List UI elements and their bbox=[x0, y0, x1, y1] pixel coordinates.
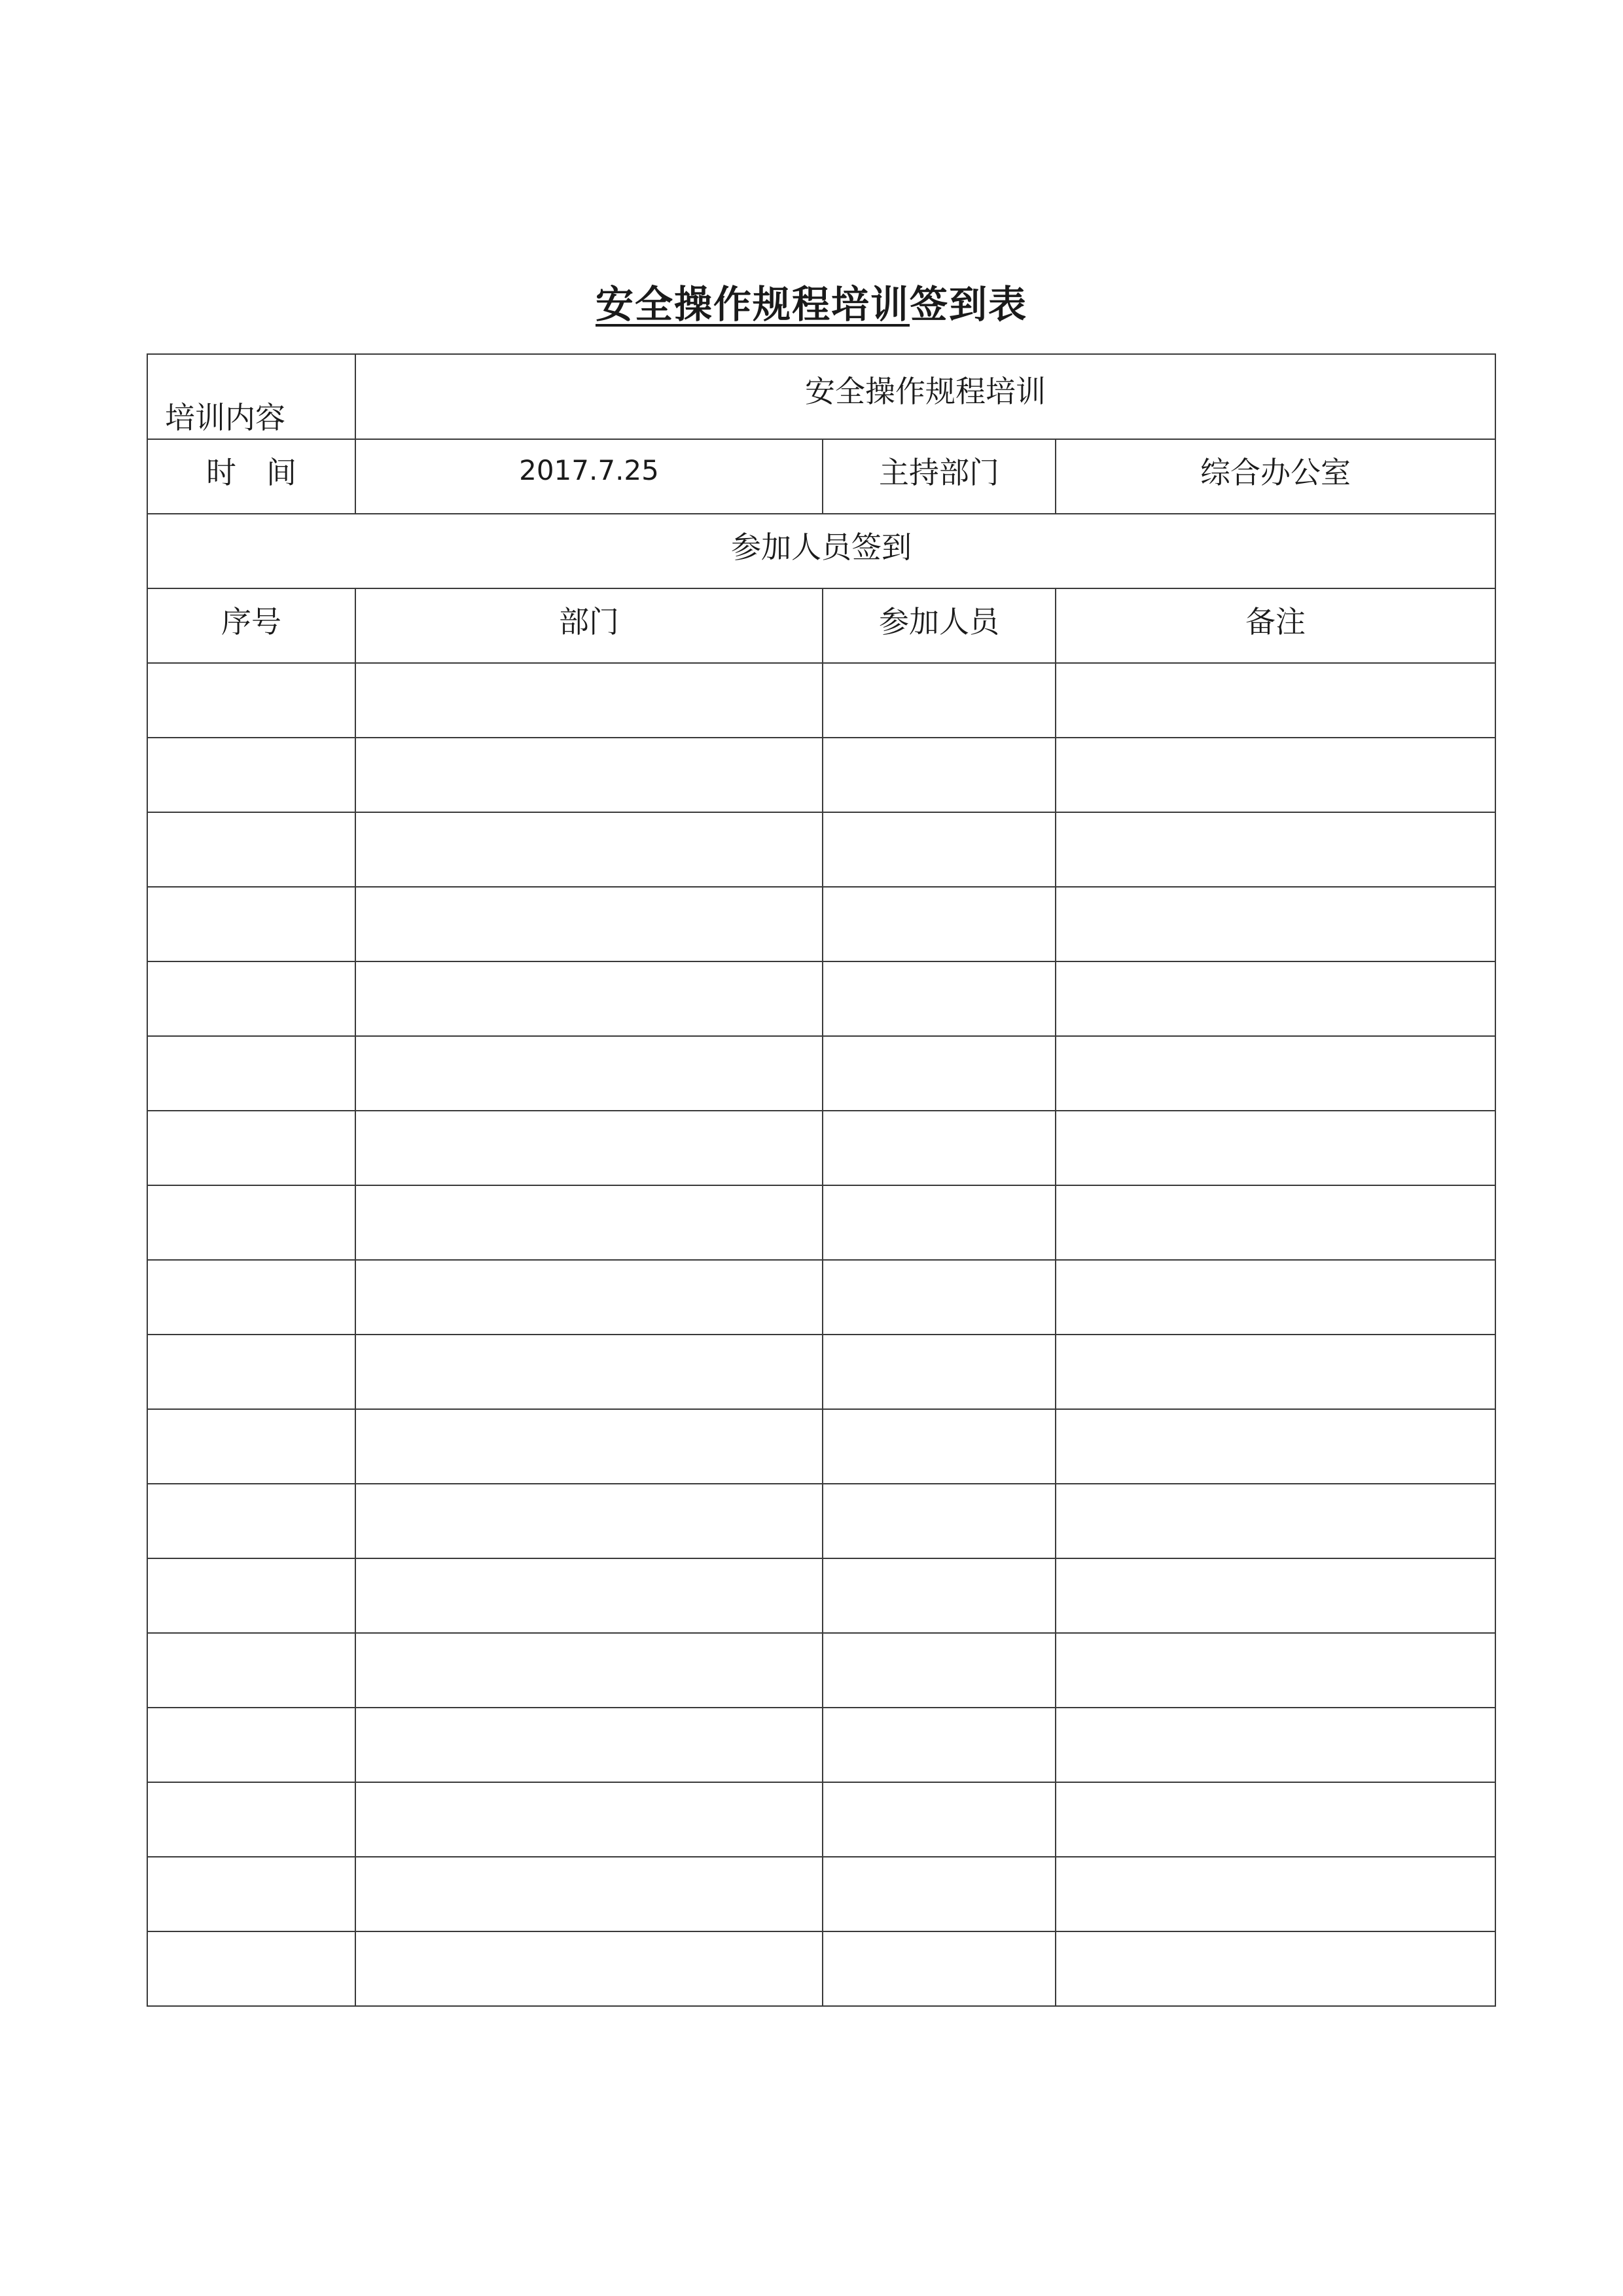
attendee-cell[interactable] bbox=[823, 1036, 1056, 1111]
attendee-cell[interactable] bbox=[823, 1558, 1056, 1633]
table-row bbox=[147, 1335, 1495, 1409]
attendee-cell[interactable] bbox=[823, 1111, 1056, 1185]
seq-cell[interactable] bbox=[147, 1558, 355, 1633]
department-cell[interactable] bbox=[355, 1558, 823, 1633]
table-row bbox=[147, 1484, 1495, 1558]
seq-cell[interactable] bbox=[147, 887, 355, 961]
attendee-cell[interactable] bbox=[823, 887, 1056, 961]
remarks-cell[interactable] bbox=[1056, 1708, 1495, 1782]
title-underlined-part: 安全操作规程培训 bbox=[595, 282, 910, 327]
table-row bbox=[147, 887, 1495, 961]
department-cell[interactable] bbox=[355, 1708, 823, 1782]
column-header-department: 部门 bbox=[355, 588, 823, 663]
column-header-remarks: 备注 bbox=[1056, 588, 1495, 663]
seq-cell[interactable] bbox=[147, 1036, 355, 1111]
attendee-cell[interactable] bbox=[823, 1782, 1056, 1857]
table-row bbox=[147, 663, 1495, 738]
remarks-cell[interactable] bbox=[1056, 812, 1495, 887]
training-content-row bbox=[147, 354, 1495, 439]
attendee-cell[interactable] bbox=[823, 1633, 1056, 1708]
department-cell[interactable] bbox=[355, 1185, 823, 1260]
host-department-label: 主持部门 bbox=[823, 439, 1056, 514]
attendee-cell[interactable] bbox=[823, 663, 1056, 738]
attendee-cell[interactable] bbox=[823, 1857, 1056, 1931]
seq-cell[interactable] bbox=[147, 663, 355, 738]
remarks-cell[interactable] bbox=[1056, 738, 1495, 812]
time-value[interactable]: 2017.7.25 bbox=[355, 439, 823, 514]
table-row bbox=[147, 1708, 1495, 1782]
department-cell[interactable] bbox=[355, 738, 823, 812]
table-row bbox=[147, 961, 1495, 1036]
remarks-cell[interactable] bbox=[1056, 1782, 1495, 1857]
table-row bbox=[147, 812, 1495, 887]
seq-cell[interactable] bbox=[147, 1857, 355, 1931]
seq-cell[interactable] bbox=[147, 738, 355, 812]
department-cell[interactable] bbox=[355, 1857, 823, 1931]
attendee-cell[interactable] bbox=[823, 1931, 1056, 2006]
department-cell[interactable] bbox=[355, 812, 823, 887]
seq-cell[interactable] bbox=[147, 1931, 355, 2006]
department-cell[interactable] bbox=[355, 1782, 823, 1857]
department-cell[interactable] bbox=[355, 1036, 823, 1111]
attendee-cell[interactable] bbox=[823, 812, 1056, 887]
seq-cell[interactable] bbox=[147, 1484, 355, 1558]
seq-cell[interactable] bbox=[147, 1782, 355, 1857]
table-row bbox=[147, 1558, 1495, 1633]
remarks-cell[interactable] bbox=[1056, 1185, 1495, 1260]
seq-cell[interactable] bbox=[147, 961, 355, 1036]
department-cell[interactable] bbox=[355, 961, 823, 1036]
department-cell[interactable] bbox=[355, 1335, 823, 1409]
attendee-cell[interactable] bbox=[823, 1185, 1056, 1260]
seq-cell[interactable] bbox=[147, 1260, 355, 1335]
remarks-cell[interactable] bbox=[1056, 961, 1495, 1036]
attendee-cell[interactable] bbox=[823, 1335, 1056, 1409]
training-content-value[interactable]: 安全操作规程培训 bbox=[355, 354, 1495, 439]
remarks-cell[interactable] bbox=[1056, 1633, 1495, 1708]
time-label: 时 间 bbox=[147, 439, 355, 514]
attendee-cell[interactable] bbox=[823, 961, 1056, 1036]
remarks-cell[interactable] bbox=[1056, 1409, 1495, 1484]
department-cell[interactable] bbox=[355, 1111, 823, 1185]
column-header-seq: 序号 bbox=[147, 588, 355, 663]
host-department-value[interactable]: 综合办公室 bbox=[1056, 439, 1495, 514]
seq-cell[interactable] bbox=[147, 1633, 355, 1708]
department-cell[interactable] bbox=[355, 1409, 823, 1484]
attendee-cell[interactable] bbox=[823, 1409, 1056, 1484]
remarks-cell[interactable] bbox=[1056, 1111, 1495, 1185]
table-row bbox=[147, 1036, 1495, 1111]
sign-section-row bbox=[147, 514, 1495, 588]
page-title bbox=[0, 278, 1623, 331]
table-row bbox=[147, 1782, 1495, 1857]
remarks-cell[interactable] bbox=[1056, 1036, 1495, 1111]
attendee-cell[interactable] bbox=[823, 1484, 1056, 1558]
remarks-cell[interactable] bbox=[1056, 1931, 1495, 2006]
department-cell[interactable] bbox=[355, 887, 823, 961]
department-cell[interactable] bbox=[355, 1633, 823, 1708]
remarks-cell[interactable] bbox=[1056, 1335, 1495, 1409]
seq-cell[interactable] bbox=[147, 1335, 355, 1409]
training-content-label: 培训内容 bbox=[147, 354, 355, 439]
seq-cell[interactable] bbox=[147, 1708, 355, 1782]
attendee-cell[interactable] bbox=[823, 738, 1056, 812]
department-cell[interactable] bbox=[355, 1931, 823, 2006]
seq-cell[interactable] bbox=[147, 812, 355, 887]
department-cell[interactable] bbox=[355, 1484, 823, 1558]
remarks-cell[interactable] bbox=[1056, 663, 1495, 738]
table-row bbox=[147, 1111, 1495, 1185]
sign-section-header: 参加人员签到 bbox=[147, 514, 1495, 588]
remarks-cell[interactable] bbox=[1056, 887, 1495, 961]
column-header-row bbox=[147, 588, 1495, 663]
table-row bbox=[147, 1931, 1495, 2006]
table-row bbox=[147, 1409, 1495, 1484]
remarks-cell[interactable] bbox=[1056, 1558, 1495, 1633]
remarks-cell[interactable] bbox=[1056, 1484, 1495, 1558]
table-row bbox=[147, 1260, 1495, 1335]
table-row bbox=[147, 1633, 1495, 1708]
table-row bbox=[147, 1857, 1495, 1931]
column-header-attendee: 参加人员 bbox=[823, 588, 1056, 663]
table-row bbox=[147, 738, 1495, 812]
attendee-cell[interactable] bbox=[823, 1708, 1056, 1782]
remarks-cell[interactable] bbox=[1056, 1857, 1495, 1931]
table-row bbox=[147, 1185, 1495, 1260]
department-cell[interactable] bbox=[355, 1260, 823, 1335]
seq-cell[interactable] bbox=[147, 1409, 355, 1484]
seq-cell[interactable] bbox=[147, 1111, 355, 1185]
department-cell[interactable] bbox=[355, 663, 823, 738]
seq-cell[interactable] bbox=[147, 1185, 355, 1260]
attendee-cell[interactable] bbox=[823, 1260, 1056, 1335]
remarks-cell[interactable] bbox=[1056, 1260, 1495, 1335]
sign-in-table bbox=[147, 353, 1496, 2007]
title-rest-part: 签到表 bbox=[910, 282, 1028, 327]
time-host-row bbox=[147, 439, 1495, 514]
